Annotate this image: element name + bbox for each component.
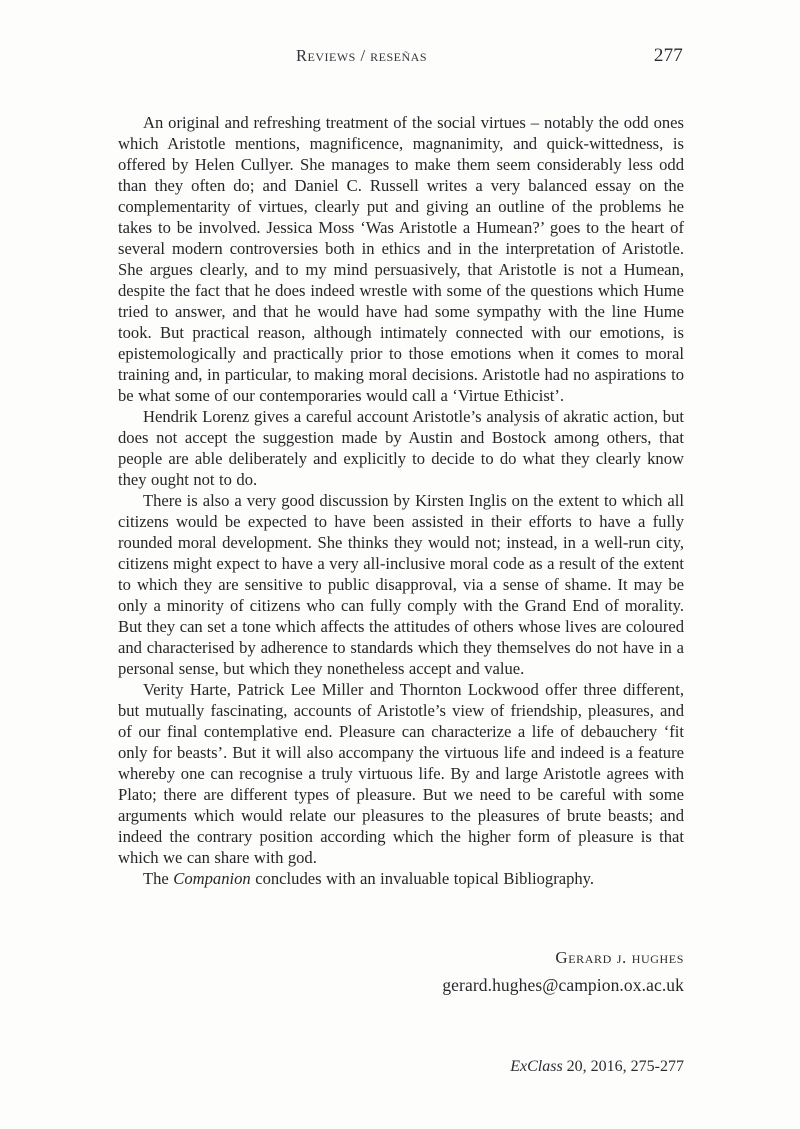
paragraph-2: Hendrik Lorenz gives a careful account Aristotle’s analysis of akratic action, but does not accept the suggestion made by Austin and Bostock among others, that people are able deliberately and explicitly to decide to do what they clearly know they ought not to do. xyxy=(118,407,684,489)
book-title-companion: Companion xyxy=(173,869,251,888)
page-number: 277 xyxy=(653,45,683,66)
paragraph-5-prefix: The xyxy=(143,869,174,888)
author-email: gerard.hughes@campion.ox.ac.uk xyxy=(442,975,684,995)
paragraph-3: There is also a very good discussion by Kirsten Inglis on the extent to which all citizens would be expected to have been assisted in their efforts to have a fully rounded moral development. She thinks they would not; instead, in a well-run city, citizens might expect to have a very all-inclusive moral code as a result of the extent to which they are sensitive to public disapproval, via a sense of shame. It may be only a minority of citizens who can fully comply with the Grand End of morality. But they can set a tone which affects the attitudes of others whose lives are coloured and characterised by adherence to standards which they themselves do not have in a personal sense, but which they nonetheless accept and value. xyxy=(118,491,684,678)
citation-details: 20, 2016, 275-277 xyxy=(562,1058,684,1075)
paragraph-4 xyxy=(118,679,684,868)
paragraph-1: An original and refreshing treatment of the social virtues – notably the odd ones which Aristotle mentions, magnificence, magnanimity, and quick-wittedness, is offered by Helen Cullyer. She manages to make them seem considerably less odd than they often do; and Daniel C. Russell writes a very balanced essay on the complementarity of virtues, clearly put and giving an outline of the problems he takes to be involved. Jessica Moss ‘Was Aristotle a Humean?’ goes to the heart of several modern controversies both in ethics and in the interpretation of Aristotle. She argues clearly, and to my mind persuasively, that Aristotle is not a Humean, despite the fact that he does indeed wrestle with some of the questions which Hume tried to answer, and that he would have had some sympathy with the line Hume took. But practical reason, although intimately connected with our emotions, is epistemologically and practically prior to those emotions when it comes to moral training and, in particular, to making moral decisions. Aristotle had no aspirations to be what some of our contemporaries would call a ‘Virtue Ethicist’. xyxy=(118,113,684,405)
paragraph-5 xyxy=(118,868,684,889)
author-name: Gerard j. hughes xyxy=(555,948,684,967)
body-text-block xyxy=(118,112,684,889)
journal-name: ExClass xyxy=(510,1058,563,1075)
running-head-title: Reviews / reseñas xyxy=(296,46,428,65)
paragraph-4-text: Verity Harte, Patrick Lee Miller and Thornton Lockwood offer three different, but mutually fascinating, accounts of Aristotle’s view of friendship, pleasures, and of our final contemplative end. Pleasure can characterize a life of debauchery ‘fit only for beasts’. But it will also accompany the virtuous life and indeed is a feature whereby one can recognise a truly virtuous life. By and large Aristotle agrees with Plato; there are different types of pleasure. But we need to be careful with some arguments which would relate our pleasures to the pleasures of brute beasts; and indeed the contrary position according which the higher form of pleasure is that which we can share with god. xyxy=(118,680,684,867)
footer-citation xyxy=(118,1058,684,1076)
running-head xyxy=(118,45,683,67)
signature-block xyxy=(118,948,684,996)
paragraph-5-suffix: concludes with an invaluable topical Bibliography. xyxy=(250,869,595,888)
